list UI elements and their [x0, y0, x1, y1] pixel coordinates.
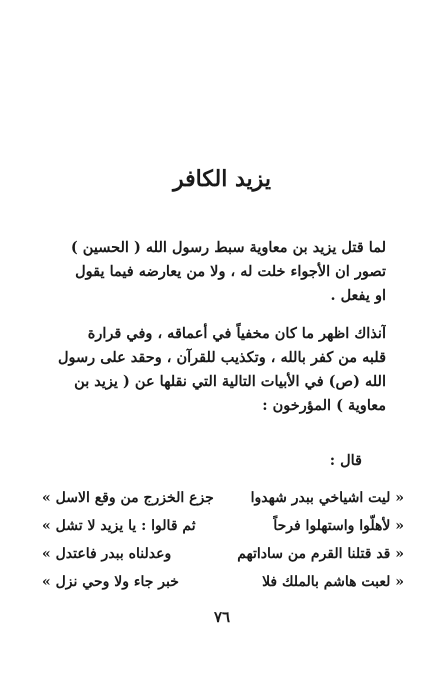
paragraph-line: الله (ص) في الأبيات التالية التي نقلها عن ( يزيد بن	[74, 373, 386, 390]
paragraph-line: معاوية ) المؤرخون :	[262, 397, 386, 414]
page-number: ٧٦	[213, 608, 231, 626]
verse-second-hemistich: ثم قالوا : يا يزيد لا تشل »	[42, 518, 196, 534]
paragraph-line: لما قتل يزيد بن معاوية سبط رسول الله ( الحسين )	[70, 239, 386, 256]
said-label: قال :	[329, 452, 362, 469]
verse-first-hemistich: « لأهلّوا واستهلوا فرحاً	[273, 518, 404, 534]
poem-verse	[42, 540, 404, 568]
poem	[42, 484, 404, 596]
poem-verse	[42, 512, 404, 540]
verse-second-hemistich: وعدلناه ببدر فاعتدل »	[42, 546, 172, 562]
verse-first-hemistich: « ليت اشياخي ببدر شهدوا	[250, 490, 404, 506]
verse-second-hemistich: خبر جاء ولا وحي نزل »	[42, 574, 179, 590]
poem-verse	[42, 568, 404, 596]
poem-verse	[42, 484, 404, 512]
verse-first-hemistich: « لعبت هاشم بالملك فلا	[262, 574, 404, 590]
paragraph-line: قلبه من كفر بالله ، وتكذيب للقرآن ، وحقد على رسول	[58, 349, 386, 366]
verse-first-hemistich: « قد قتلنا القرم من ساداتهم	[237, 546, 404, 562]
paragraph-line: او يفعل .	[330, 287, 386, 304]
paragraph-2	[50, 322, 386, 418]
paragraph-1	[50, 236, 386, 308]
chapter-title: يزيد الكافر	[173, 166, 271, 192]
verse-second-hemistich: جزع الخزرج من وقع الاسل »	[42, 490, 214, 506]
paragraph-line: آنذاك اظهر ما كان مخفياً في أعماقه ، وفي قرارة	[87, 325, 386, 342]
paragraph-line: تصور ان الأجواء خلت له ، ولا من يعارضه فيما يقول	[75, 263, 386, 280]
